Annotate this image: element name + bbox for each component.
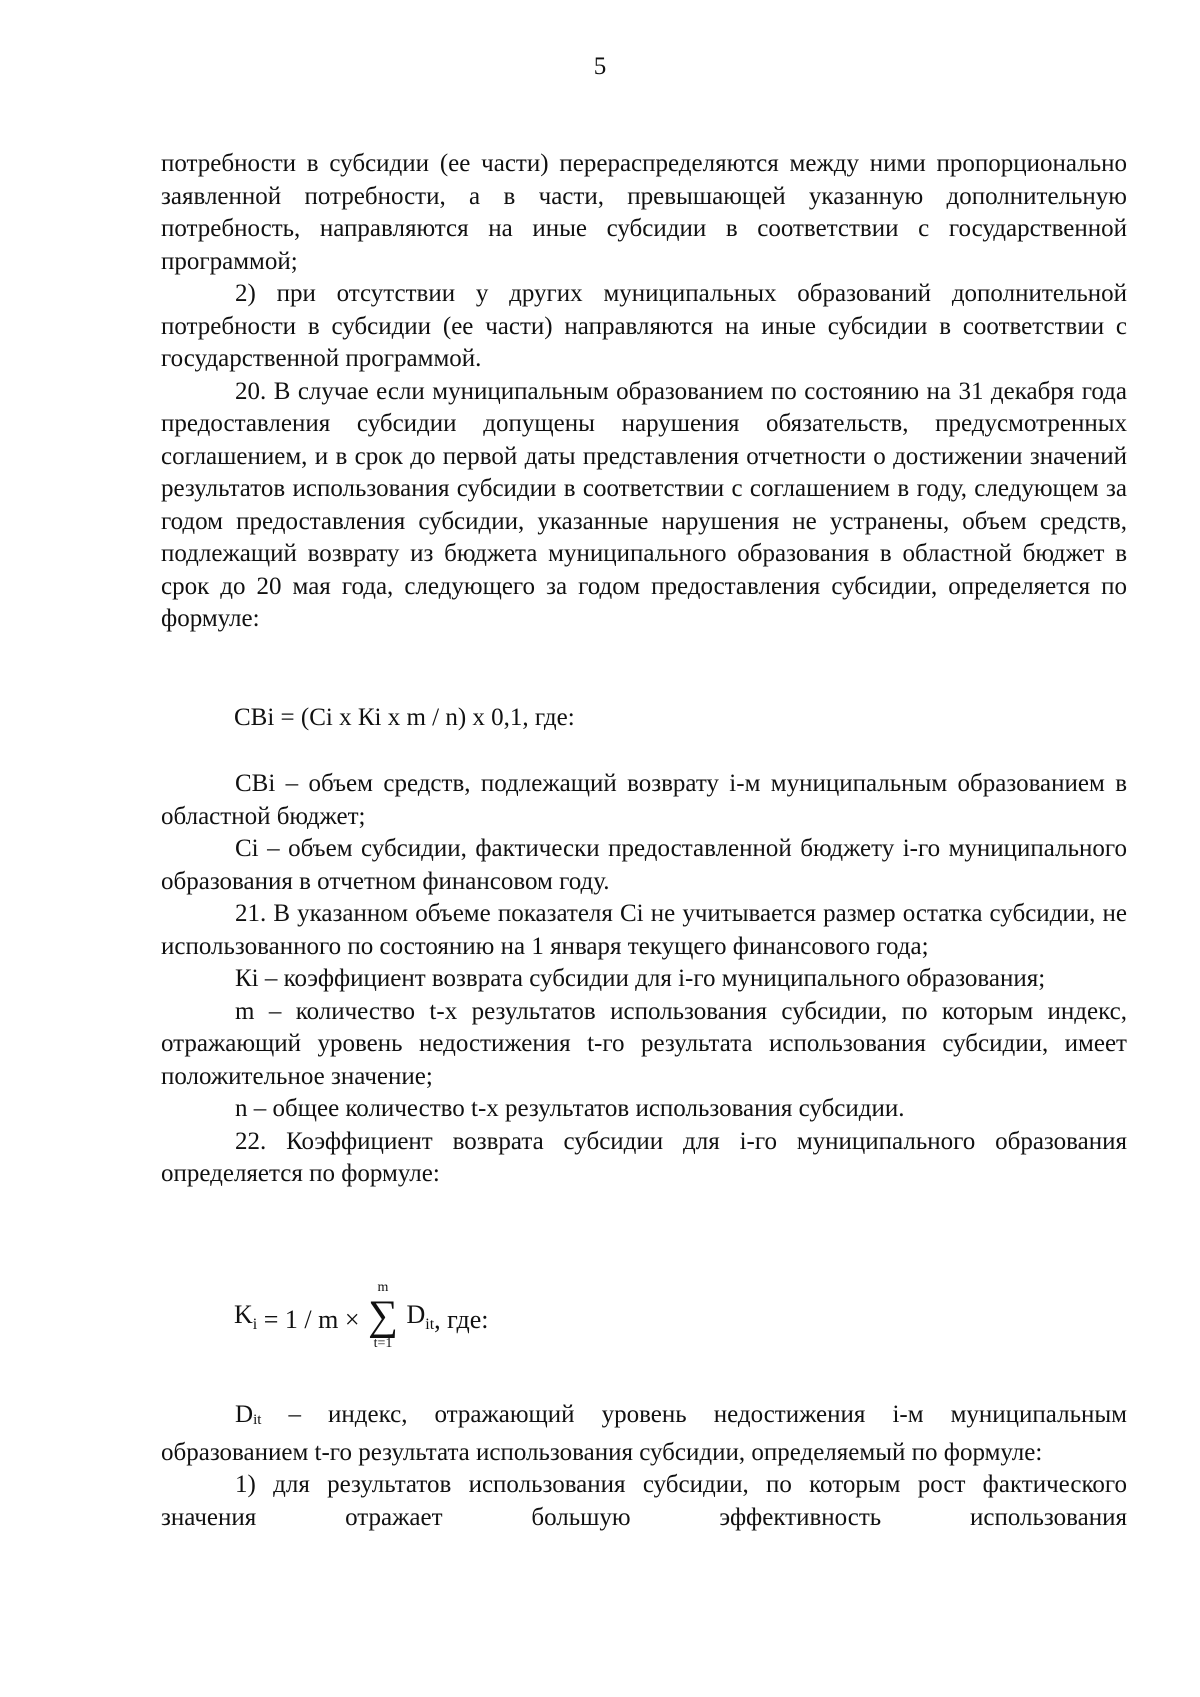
paragraph: 21. В указанном объеме показателя Сi не учитывается размер остатка субсидии, не использованного по состоянию на 1 января текущего финансового года; xyxy=(161,900,1127,960)
body-text-block-2 xyxy=(161,768,1127,1191)
body-text-block-3 xyxy=(161,1399,1127,1534)
paragraph: m – количество t-х результатов использования субсидии, по которым индекс, отражающий уровень недостижения t-го результата использования субсидии, имеет положительное значение; xyxy=(161,997,1127,1090)
sum-upper-limit: m xyxy=(377,1280,389,1295)
symbol-d-it: Dit xyxy=(235,1401,262,1428)
paragraph: Сi – объем субсидии, фактически предоставленной бюджету i-го муниципального образования в отчетном финансовом году. xyxy=(161,835,1127,895)
paragraph: Кi – коэффициент возврата субсидии для i-го муниципального образования; xyxy=(235,965,1046,992)
page-number: 5 xyxy=(593,53,607,80)
sigma-icon: ∑ xyxy=(368,1293,398,1339)
formula-term: $D_{it}$ xyxy=(406,1300,435,1333)
sum-lower-limit: t=1 xyxy=(373,1336,393,1351)
paragraph: 2) при отсутствии у других муниципальных образований дополнительной потребности в субсидии (ее части) направляются на иные субсидии в соответствии с государственной программой. xyxy=(161,280,1127,372)
body-text-block-1 xyxy=(161,148,1127,636)
formula-return-volume: СВi = (Сi х Кi х m / n) х 0,1, где: xyxy=(234,704,575,731)
formula-lhs: $K_i$ xyxy=(234,1300,258,1333)
paragraph: 1) для результатов использования субсидии, по которым рост фактического значения отражает большую эффективность использования xyxy=(161,1471,1127,1531)
summation-sign xyxy=(368,1281,398,1351)
paragraph: 22. Коэффициент возврата субсидии для i-го муниципального образования определяется по формуле: xyxy=(161,1127,1127,1187)
formula-tail: , где: xyxy=(434,1305,489,1334)
paragraph: 20. В случае если муниципальным образованием по состоянию на 31 декабря года предоставления субсидии допущены нарушения обязательств, предусмотренных соглашением, и в срок до первой даты представления отчетности о достижении значений результатов использования субсидии в соответствии с соглашением в году, следующем за годом предоставления субсидии, указанные нарушения не устранены, объем средств, подлежащий возврату из бюджета муниципального образования в областной бюджет в срок до 20 мая года, следующего за годом предоставления субсидии, определяется по формуле: xyxy=(161,377,1127,632)
paragraph: n – общее количество t-х результатов использования субсидии. xyxy=(235,1095,905,1122)
formula-middle: = 1 / m × xyxy=(263,1305,360,1334)
paragraph: Dit – индекс, отражающий уровень недостижения i-м муниципальным образованием t-го результата использования субсидии, определяемый по формуле: xyxy=(161,1401,1127,1466)
paragraph: СВi – объем средств, подлежащий возврату i-м муниципальным образованием в областной бюджет; xyxy=(161,770,1127,830)
formula-return-coefficient xyxy=(234,1280,489,1355)
paragraph: потребности в субсидии (ее части) перераспределяются между ними пропорционально заявленной потребности, а в части, превышающей указанную дополнительную потребность, направляются на иные субсидии в соответствии с государственной программой; xyxy=(161,150,1127,275)
